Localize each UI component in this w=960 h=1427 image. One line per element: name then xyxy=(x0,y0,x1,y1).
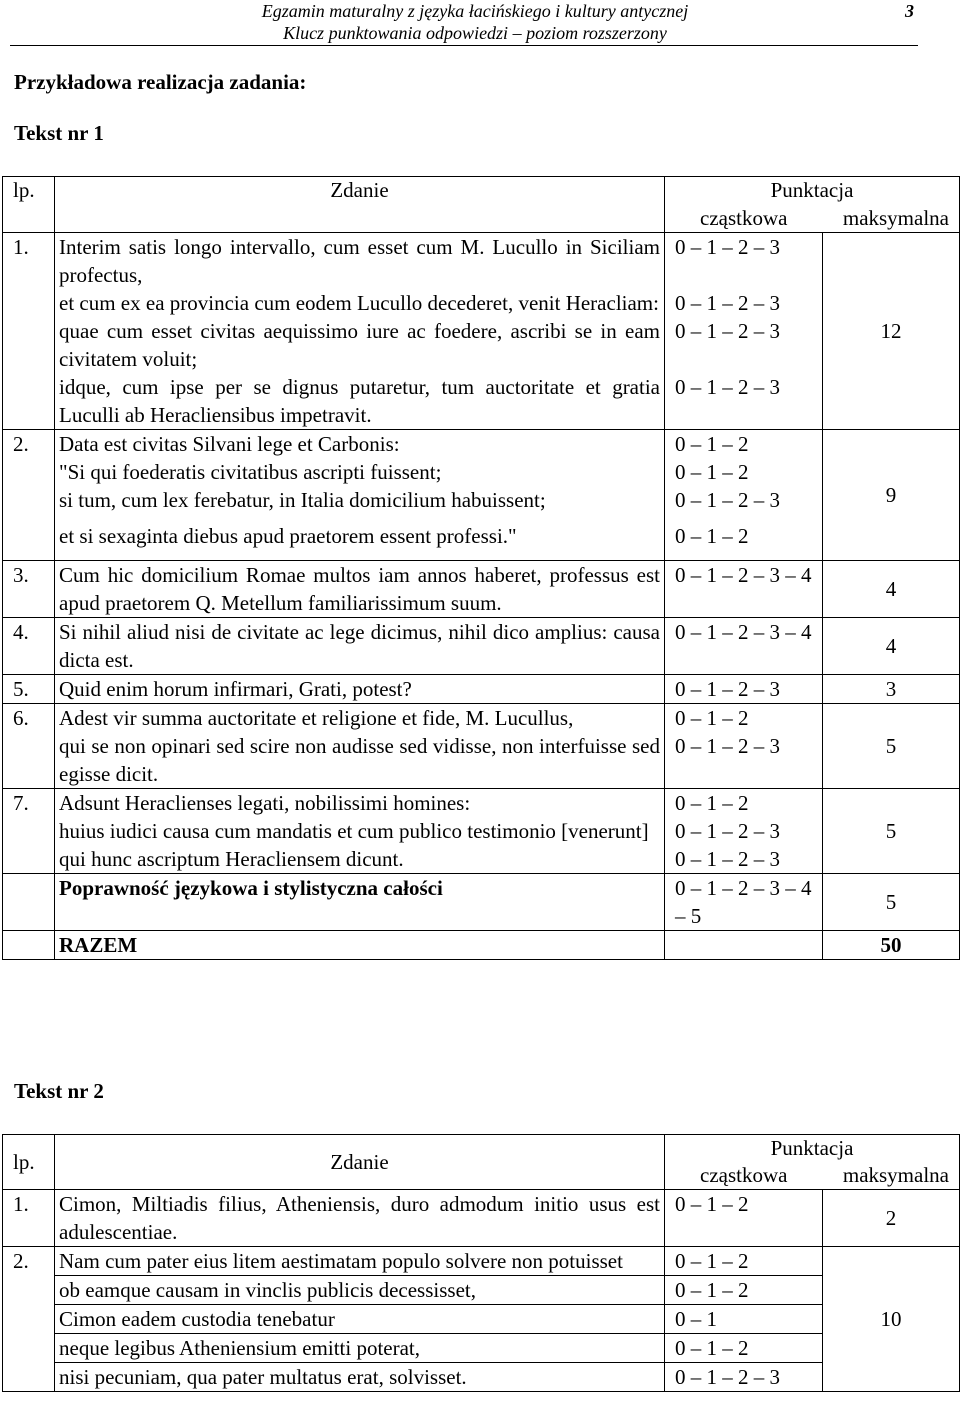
row-lp xyxy=(3,845,55,874)
col-maksymalna: maksymalna xyxy=(823,205,960,233)
page-number: 3 xyxy=(905,1,914,21)
table-row xyxy=(3,486,960,522)
table-row xyxy=(3,430,960,459)
row-text: Data est civitas Silvani lege et Carbonis: xyxy=(55,430,665,459)
table-row xyxy=(3,289,960,317)
row-text: Nam cum pater eius litem aestimatam populo solvere non potuisset xyxy=(55,1247,665,1276)
row-text: qui se non opinari sed scire non audisse sed vidisse, non interfuisse sed egisse dicit. xyxy=(55,732,665,789)
row-lp xyxy=(3,289,55,317)
row-text: Interim satis longo intervallo, cum esset cum M. Lucullo in Siciliam profectus, xyxy=(55,233,665,290)
col-zdanie: Zdanie xyxy=(55,177,665,233)
row-max: 50 xyxy=(823,931,960,960)
row-max: 5 xyxy=(823,874,960,931)
col-lp: lp. xyxy=(3,1135,55,1190)
col-punktacja: Punktacja xyxy=(665,1135,960,1163)
table-row xyxy=(3,1363,960,1392)
row-text: nisi pecuniam, qua pater multatus erat, solvisset. xyxy=(55,1363,665,1392)
row-text: Adest vir summa auctoritate et religione et fide, M. Lucullus, xyxy=(55,704,665,733)
row-text: et cum ex ea provincia cum eodem Lucullo decederet, venit Heracliam: xyxy=(55,289,665,317)
row-lp: 5. xyxy=(3,675,55,704)
row-lp xyxy=(3,1363,55,1392)
col-maksymalna: maksymalna xyxy=(823,1162,960,1190)
row-points: 0 – 1 – 2 xyxy=(665,1247,823,1276)
col-czastkowa: cząstkowa xyxy=(665,205,823,233)
row-points: 0 – 1 – 2 – 3 xyxy=(665,1363,823,1392)
header-line-1: Egzamin maturalny z języka łacińskiego i kultury antycznej xyxy=(261,1,689,21)
row-points: 0 – 1 – 2 xyxy=(665,1276,823,1305)
section-title: Przykładowa realizacja zadania: xyxy=(14,70,307,94)
row-points: 0 – 1 – 2 – 3 xyxy=(665,817,823,845)
row-points: 0 – 1 – 2 – 3 xyxy=(665,317,823,373)
col-punktacja: Punktacja xyxy=(665,177,960,205)
row-lp xyxy=(3,522,55,561)
header-title xyxy=(230,0,720,44)
row-lp: 2. xyxy=(3,430,55,459)
row-points: 0 – 1 – 2 – 3 xyxy=(665,486,823,522)
row-max: 3 xyxy=(823,675,960,704)
row-text: Cum hic domicilium Romae multos iam annos haberet, professus est apud praetorem Q. Metellum familiarissimum suum. xyxy=(55,561,665,618)
row-points: 0 – 1 – 2 – 3 xyxy=(665,675,823,704)
row-max: 12 xyxy=(823,233,960,430)
page-header xyxy=(10,0,918,46)
table-row xyxy=(3,522,960,561)
row-text: Cimon, Miltiadis filius, Atheniensis, duro admodum initio usus est adulescentiae. xyxy=(55,1190,665,1247)
table-row xyxy=(3,732,960,789)
header-line-2: Klucz punktowania odpowiedzi – poziom rozszerzony xyxy=(283,23,667,43)
table-row xyxy=(3,618,960,675)
row-text: Cimon eadem custodia tenebatur xyxy=(55,1305,665,1334)
row-lp xyxy=(3,874,55,931)
table-row xyxy=(3,675,960,704)
row-lp xyxy=(3,1305,55,1334)
row-points: 0 – 1 – 2 xyxy=(665,430,823,459)
row-points: 0 – 1 – 2 – 3 – 4 xyxy=(665,561,823,618)
table-row xyxy=(3,373,960,430)
row-lp xyxy=(3,817,55,845)
row-points: 0 – 1 – 2 xyxy=(665,789,823,818)
row-text: Adsunt Heraclienses legati, nobilissimi homines: xyxy=(55,789,665,818)
row-text: Poprawność językowa i stylistyczna całości xyxy=(55,874,665,931)
row-points: 0 – 1 – 2 – 3 xyxy=(665,732,823,789)
table-row xyxy=(3,1247,960,1276)
row-lp xyxy=(3,486,55,522)
row-text: si tum, cum lex ferebatur, in Italia domicilium habuissent; xyxy=(55,486,665,522)
col-lp: lp. xyxy=(3,177,55,233)
row-max: 5 xyxy=(823,704,960,789)
col-czastkowa: cząstkowa xyxy=(665,1162,823,1190)
table-row xyxy=(3,704,960,733)
row-lp: 2. xyxy=(3,1247,55,1276)
row-lp xyxy=(3,373,55,430)
table-row xyxy=(3,458,960,486)
row-lp xyxy=(3,1276,55,1305)
row-points: 0 – 1 – 2 xyxy=(665,522,823,561)
table-row-poprawnosc xyxy=(3,874,960,931)
table-header-row xyxy=(3,1135,960,1163)
row-lp xyxy=(3,1334,55,1363)
row-text: idque, cum ipse per se dignus putaretur, tum auctoritate et gratia Luculli ab Heracliensibus impetravit. xyxy=(55,373,665,430)
row-text: quae cum esset civitas aequissimo iure ac foedere, ascribi se in eam civitatem voluit; xyxy=(55,317,665,373)
row-max: 4 xyxy=(823,561,960,618)
text2-title: Tekst nr 2 xyxy=(14,1079,104,1103)
col-zdanie: Zdanie xyxy=(55,1135,665,1190)
row-text: ob eamque causam in vinclis publicis decessisset, xyxy=(55,1276,665,1305)
table-row xyxy=(3,1276,960,1305)
table-row xyxy=(3,317,960,373)
row-text: Quid enim horum infirmari, Grati, potest? xyxy=(55,675,665,704)
row-points xyxy=(665,931,823,960)
row-points: 0 – 1 – 2 – 3 xyxy=(665,233,823,290)
row-lp: 1. xyxy=(3,233,55,290)
row-points: 0 – 1 – 2 xyxy=(665,1334,823,1363)
row-text: et si sexaginta diebus apud praetorem essent professi." xyxy=(55,522,665,561)
row-lp: 4. xyxy=(3,618,55,675)
row-lp xyxy=(3,732,55,789)
table-row xyxy=(3,561,960,618)
row-max: 9 xyxy=(823,430,960,561)
row-text: neque legibus Atheniensium emitti poterat, xyxy=(55,1334,665,1363)
row-points: 0 – 1 – 2 – 3 xyxy=(665,289,823,317)
text1-scoring-table xyxy=(2,176,960,960)
row-max: 4 xyxy=(823,618,960,675)
row-text: "Si qui foederatis civitatibus ascripti fuissent; xyxy=(55,458,665,486)
row-text: qui hunc ascriptum Heracliensem dicunt. xyxy=(55,845,665,874)
row-lp: 7. xyxy=(3,789,55,818)
row-points: 0 – 1 – 2 xyxy=(665,704,823,733)
row-max: 5 xyxy=(823,789,960,874)
table-row xyxy=(3,845,960,874)
row-points: 0 – 1 – 2 – 3 – 4 xyxy=(665,618,823,675)
row-lp xyxy=(3,317,55,373)
row-points: 0 – 1 xyxy=(665,1305,823,1334)
text1-title: Tekst nr 1 xyxy=(14,121,104,145)
table-row xyxy=(3,1190,960,1247)
row-points: 0 – 1 – 2 xyxy=(665,458,823,486)
row-points: 0 – 1 – 2 xyxy=(665,1190,823,1247)
row-lp: 3. xyxy=(3,561,55,618)
row-text: RAZEM xyxy=(55,931,665,960)
row-text: huius iudici causa cum mandatis et cum publico testimonio [venerunt] xyxy=(55,817,665,845)
row-text: Si nihil aliud nisi de civitate ac lege dicimus, nihil dico amplius: causa dicta est. xyxy=(55,618,665,675)
row-lp: 6. xyxy=(3,704,55,733)
row-points: 0 – 1 – 2 – 3 xyxy=(665,845,823,874)
table-row xyxy=(3,789,960,818)
row-lp xyxy=(3,458,55,486)
table-row xyxy=(3,233,960,290)
row-lp xyxy=(3,931,55,960)
row-lp: 1. xyxy=(3,1190,55,1247)
table-row xyxy=(3,1334,960,1363)
text2-scoring-table xyxy=(2,1134,960,1392)
row-points: 0 – 1 – 2 – 3 – 4 – 5 xyxy=(665,874,823,931)
row-points: 0 – 1 – 2 – 3 xyxy=(665,373,823,430)
table-row-razem xyxy=(3,931,960,960)
table-row xyxy=(3,1305,960,1334)
row-max: 2 xyxy=(823,1190,960,1247)
table-row xyxy=(3,817,960,845)
table-header-row xyxy=(3,177,960,205)
row-max: 10 xyxy=(823,1247,960,1392)
